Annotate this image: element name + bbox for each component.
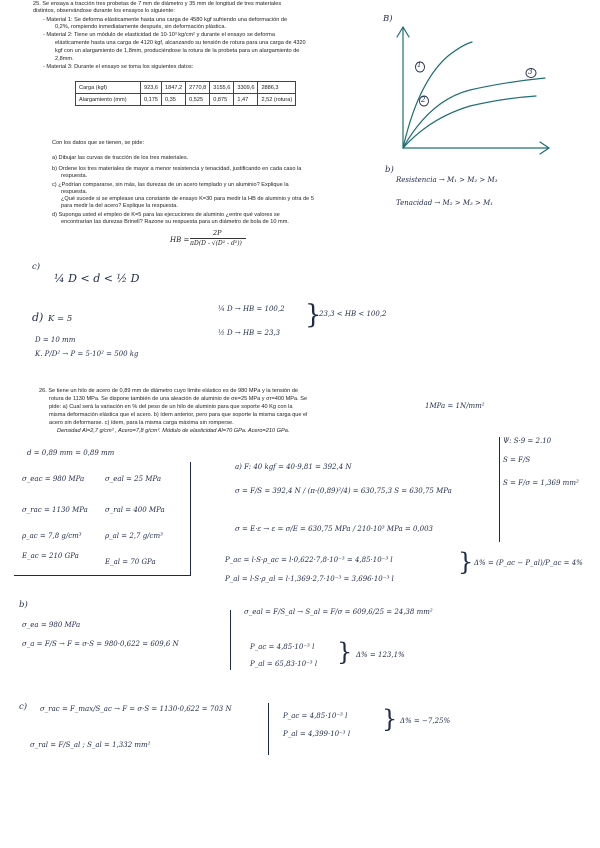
- table-cell: 3155,6: [210, 82, 234, 94]
- answer-b2-weight-aluminio: P_al = 65,83·10⁻³ l: [250, 660, 318, 668]
- answer-b2-label: b): [19, 600, 28, 610]
- answer-c2-force: σ_rac = F_max/S_ac → F = σ·S = 1130·0,622 = 703 N: [40, 705, 232, 713]
- answer-b-tenacidad: Tenacidad → M₂ > M₃ > M₁: [396, 199, 494, 207]
- p25-material1-a: - Material 1: Se deforma elásticamente hasta una carga de 4580 kgf sufriendo una deformación de: [43, 17, 288, 23]
- table-cell: 0,175: [141, 94, 162, 106]
- p26-line6: Densidad Al=2,7 g/cm³ , Acero=7,8 g/cm³. Módulo de elasticidad Al=70 GPa. Acero=210 GPa.: [57, 428, 290, 434]
- table-row: [76, 82, 296, 94]
- answer-a-weight-aluminio: P_al = l·S·ρ_al = l·1,369·2,7·10⁻³ = 3,696·10⁻³ l: [225, 575, 394, 583]
- data-sigma-e-aluminio: σ_eal = 25 MPa: [105, 475, 162, 483]
- table-cell: Alargamiento (mm): [76, 94, 141, 106]
- answer-d-label: d): [32, 311, 44, 324]
- curve-material-2: [403, 78, 545, 148]
- data-density-aluminio: ρ_al = 2,7 g/cm³: [105, 532, 163, 540]
- data-sigma-r-acero: σ_rac = 1130 MPa: [22, 506, 88, 514]
- answer-c2-label: c): [19, 702, 28, 712]
- data-sigma-r-aluminio: σ_ral = 400 MPa: [105, 506, 165, 514]
- table-row: [76, 94, 296, 106]
- answer-a-force: a) F: 40 kgf = 40·9,81 = 392,4 N: [235, 463, 352, 471]
- table-cell: 2,52 (rotura): [258, 94, 296, 106]
- p25-question-d2: encontrarían las durezas Brinell? Razone su respuesta para un diámetro de bola de 10 mm.: [61, 219, 289, 225]
- table-cell: 0,35: [162, 94, 186, 106]
- table-cell: 0,875: [210, 94, 234, 106]
- brace-c: }: [382, 705, 398, 733]
- side-note-2: S = F/S: [503, 456, 531, 464]
- data-density-acero: ρ_ac = 7,8 g/cm³: [22, 532, 82, 540]
- answer-b2-yield: σ_ea = 980 MPa: [22, 621, 81, 629]
- answer-c-label: c): [32, 262, 41, 272]
- p26-line3: pide: a) Cual será la variación en % del peso de un hilo de aluminio para que soporte 40 Kg con la: [49, 404, 293, 410]
- p25-ask: Con los datos que se tienen, se pide:: [52, 140, 145, 146]
- answer-d-diameter: D = 10 mm: [35, 336, 76, 344]
- c-divider: [268, 703, 269, 755]
- p26-line4: misma deformación elástica que el acero. b) ídem anterior, pero para que soporte la misma carga que el: [49, 412, 308, 418]
- p25-question-b1: b) Ordene los tres materiales de mayor a menor resistencia y tenacidad, justificando en cada caso la: [52, 166, 302, 172]
- answer-d-result1: ¼ D → HB = 100,2: [218, 305, 285, 313]
- p25-material2-b: elásticamente hasta una carga de 4120 kgf, alcanzando su tensión de rotura para una carga de 4320: [55, 40, 306, 46]
- p26-line2: rotura de 1130 MPa. Se dispone también de una aleación de aluminio de σe=25 MPa y σr=400 MPa. Se: [49, 396, 308, 402]
- answer-c2-area-al: σ_ral = F/S_al ; S_al = 1,332 mm²: [30, 741, 151, 749]
- data-box-bottom: [14, 575, 191, 576]
- brinell-formula-numerator: 2P: [213, 229, 222, 237]
- side-note-3: S = F/σ = 1,369 mm²: [503, 479, 579, 487]
- data-diameter: d = 0,89 mm = 0,89 mm: [27, 449, 115, 457]
- table-cell: 923,6: [141, 82, 162, 94]
- curve-3-label: 3: [528, 68, 533, 76]
- table-cell: 2770,8: [186, 82, 210, 94]
- p25-question-a: a) Dibujar las curvas de tracción de los tres materiales.: [52, 155, 189, 161]
- brace-b: }: [337, 638, 353, 666]
- curve-2-label: 2: [421, 96, 426, 104]
- brace-a: }: [458, 548, 474, 576]
- table-cell: 1,47: [234, 94, 258, 106]
- answer-c2-weight-acero: P_ac = 4,85·10⁻³ l: [283, 712, 348, 720]
- answer-b2-area-al: σ_eal = F/S_al → S_al = F/σ = 609,6/25 = 24,38 mm²: [244, 608, 433, 616]
- curve-material-1: [403, 42, 472, 148]
- mpa-note: 1MPa = 1N/mm²: [425, 402, 485, 410]
- p25-question-c1: c) ¿Podrían compararse, sin más, las durezas de un acero templado y un aluminio? Explique la: [52, 182, 289, 188]
- answer-c2-weight-aluminio: P_al = 4,399·10⁻³ l: [283, 730, 351, 738]
- answer-b-resistencia: Resistencia → M₁ > M₂ > M₃: [396, 176, 498, 184]
- p25-title-line1: 25. Se ensaya a tracción tres probetas de 7 mm de diámetro y 35 mm de longitud de tres materiales: [33, 1, 282, 7]
- p25-question-b2: respuesta.: [61, 173, 88, 179]
- answer-a-stress: σ = F/S = 392,4 N / (π·(0,89)²/4) = 630,75,3 S = 630,75 MPa: [235, 487, 452, 495]
- brinell-formula-lhs: HB =: [170, 236, 190, 244]
- answer-a-percent: Δ% = (P_ac − P_al)/P_ac = 4%: [474, 559, 583, 567]
- answer-c2-percent: Δ% = −7,25%: [400, 717, 451, 725]
- answer-b2-force: σ_a = F/S → F = σ·S = 980·0,622 = 609,6 N: [22, 640, 179, 648]
- answer-b-label: b): [385, 165, 394, 175]
- data-sigma-e-acero: σ_eac = 980 MPa: [22, 475, 85, 483]
- graph-y-arrow: [397, 27, 409, 37]
- answer-d-result2: ½ D → HB = 23,3: [218, 329, 281, 337]
- p25-question-d1: d) Suponga usted el empleo de K=5 para las ejecuciones de aluminio ¿entre qué valores se: [52, 212, 280, 218]
- answer-d-k: K = 5: [48, 314, 73, 324]
- answer-d-k-line: K. P/D² → P = 5·10² = 500 kg: [35, 350, 139, 358]
- p25-material2-d: 2,8mm.: [55, 56, 74, 62]
- b-divider: [230, 610, 231, 670]
- p25-title-line2: distintos, observándose durante los ensayos lo siguiente:: [33, 8, 175, 14]
- brinell-formula-denominator: πD(D - √(D² - d²)): [190, 240, 242, 247]
- p25-question-c2: respuesta.: [61, 189, 88, 195]
- p26-line5: acero sin deformarse. c) ídem, para la misma carga máxima sin romperse.: [49, 420, 234, 426]
- answer-d-range: 23,3 < HB < 100,2: [319, 310, 387, 318]
- p25-material2-a: - Material 2: Tiene un módulo de elasticidad de 10·10³ kg/cm² y durante el ensayo se deforma: [43, 32, 275, 38]
- side-divider-vertical: [499, 437, 500, 542]
- data-modulus-aluminio: E_al = 70 GPa: [105, 558, 156, 566]
- table-cell: 0,525: [186, 94, 210, 106]
- p25-material2-c: kgf con un alargamiento de 1,8mm, produciéndose la rotura de la probeta para un alargamiento de: [55, 48, 300, 54]
- graph-x-arrow: [540, 142, 549, 154]
- curve-1-label: 1: [417, 61, 422, 69]
- p25-material3: - Material 3: Durante el ensayo se toma los siguientes datos:: [43, 64, 194, 70]
- p25-material1-b: 0,2%, rompiendo inmediatamente después, sin deformación plástica.: [55, 24, 227, 30]
- table-cell: 2886,3: [258, 82, 296, 94]
- side-note-1: Ψ: S·9 = 2.10: [503, 437, 552, 445]
- table-cell: 3309,6: [234, 82, 258, 94]
- graph-label-b: B): [383, 14, 393, 24]
- p25-question-c3: ¿Qué sucede si se emplease una constante de ensayo K=30 para medir la HB de aluminio y otra de 5: [61, 196, 314, 202]
- table-cell: 1847,2: [162, 82, 186, 94]
- data-modulus-acero: E_ac = 210 GPa: [22, 552, 79, 560]
- answer-c-expression: ¼ D < d < ½ D: [54, 272, 140, 285]
- answer-b2-weight-acero: P_ac = 4,85·10⁻³ l: [250, 643, 315, 651]
- table-cell: Carga (kgf): [76, 82, 141, 94]
- p25-data-table: [75, 81, 296, 106]
- data-box-right: [190, 462, 191, 575]
- p25-question-c4: para medir la del acero? Explique la respuesta.: [61, 203, 178, 209]
- answer-b2-percent: Δ% = 123,1%: [356, 651, 405, 659]
- answer-a-weight-acero: P_ac = l·S·ρ_ac = l·0,622·7,8·10⁻³ = 4,85·10⁻³ l: [225, 556, 393, 564]
- formula-fraction-bar: [190, 238, 246, 239]
- answer-a-strain: σ = E·ε → ε = σ/E = 630,75 MPa / 210·10³ MPa = 0,003: [235, 525, 434, 533]
- p26-line1: 26. Se tiene un hilo de acero de 0,89 mm de diámetro cuyo límite elástico es de 980 MPa y la tensión de: [39, 388, 299, 394]
- brace-d: }: [305, 300, 322, 330]
